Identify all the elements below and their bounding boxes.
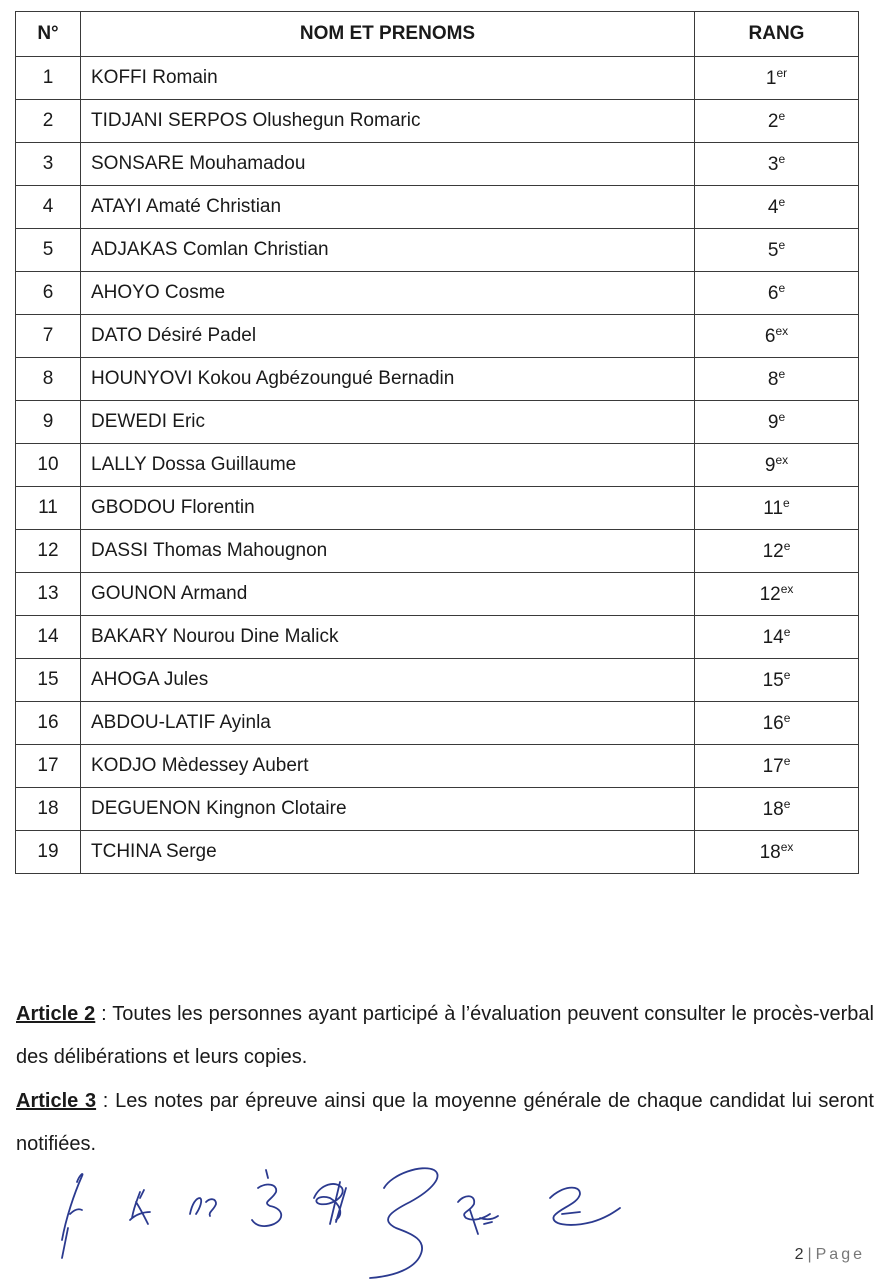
rank-suffix: ex — [780, 582, 794, 596]
row-name: ATAYI Amaté Christian — [81, 186, 695, 229]
row-number: 7 — [16, 315, 81, 358]
rank-value: 15 — [762, 670, 784, 691]
table-row — [16, 401, 859, 444]
rank-suffix: e — [783, 668, 791, 682]
row-number: 10 — [16, 444, 81, 487]
rank-suffix: e — [778, 152, 786, 166]
signatures-area — [40, 1158, 680, 1280]
row-rank — [695, 315, 859, 358]
rank-suffix: e — [783, 625, 791, 639]
rank-value: 6 — [764, 326, 776, 347]
row-rank — [695, 702, 859, 745]
rank-suffix: e — [783, 711, 791, 725]
row-number: 6 — [16, 272, 81, 315]
row-number: 3 — [16, 143, 81, 186]
table-row — [16, 57, 859, 100]
page-number: 2 — [794, 1246, 804, 1263]
rank-value: 6 — [767, 283, 779, 304]
rank-value: 16 — [762, 713, 784, 734]
signature-4 — [252, 1170, 281, 1226]
table-row — [16, 745, 859, 788]
row-rank — [695, 401, 859, 444]
table-body — [16, 57, 859, 874]
row-number: 11 — [16, 487, 81, 530]
table-row — [16, 702, 859, 745]
article-2-text: : Toutes les personnes ayant participé à l’évaluation peuvent consulter le procès-verbal des délibérations et leurs copies. — [16, 1003, 874, 1068]
row-name: ABDOU-LATIF Ayinla — [81, 702, 695, 745]
table-row — [16, 487, 859, 530]
row-number: 5 — [16, 229, 81, 272]
row-rank — [695, 530, 859, 573]
table-row — [16, 444, 859, 487]
rank-suffix: e — [783, 539, 791, 553]
signature-3 — [190, 1198, 216, 1216]
row-number: 8 — [16, 358, 81, 401]
rank-suffix: e — [778, 367, 786, 381]
row-name: ADJAKAS Comlan Christian — [81, 229, 695, 272]
rank-value: 8 — [767, 369, 779, 390]
header-name: NOM ET PRENOMS — [81, 12, 695, 57]
row-rank — [695, 100, 859, 143]
row-name: DEGUENON Kingnon Clotaire — [81, 788, 695, 831]
rank-suffix: e — [778, 410, 786, 424]
table-row — [16, 788, 859, 831]
rank-suffix: e — [778, 109, 786, 123]
row-number: 16 — [16, 702, 81, 745]
signature-2 — [130, 1190, 150, 1224]
rank-suffix: e — [783, 797, 791, 811]
row-name: GBODOU Florentin — [81, 487, 695, 530]
row-name: BAKARY Nourou Dine Malick — [81, 616, 695, 659]
rank-value: 18 — [762, 799, 784, 820]
row-name: GOUNON Armand — [81, 573, 695, 616]
row-name: DEWEDI Eric — [81, 401, 695, 444]
rank-value: 4 — [767, 197, 779, 218]
article-3 — [16, 1080, 874, 1166]
row-rank — [695, 659, 859, 702]
table-row — [16, 831, 859, 874]
table-row — [16, 272, 859, 315]
row-rank — [695, 143, 859, 186]
rank-value: 3 — [767, 154, 779, 175]
rank-suffix: ex — [780, 840, 794, 854]
header-rank: RANG — [695, 12, 859, 57]
rank-suffix: ex — [775, 453, 789, 467]
rank-value: 14 — [762, 627, 784, 648]
rank-suffix: e — [778, 281, 786, 295]
rank-value: 11 — [763, 498, 784, 519]
row-rank — [695, 358, 859, 401]
row-number: 17 — [16, 745, 81, 788]
row-name: AHOGA Jules — [81, 659, 695, 702]
row-rank — [695, 229, 859, 272]
rank-value: 5 — [767, 240, 779, 261]
row-number: 12 — [16, 530, 81, 573]
header-number: N° — [16, 12, 81, 57]
row-number: 18 — [16, 788, 81, 831]
row-name: DATO Désiré Padel — [81, 315, 695, 358]
row-rank — [695, 573, 859, 616]
rank-value: 17 — [762, 756, 784, 777]
article-3-text: : Les notes par épreuve ainsi que la moyenne générale de chaque candidat lui seront notifiées. — [16, 1090, 874, 1155]
row-rank — [695, 444, 859, 487]
signature-6 — [370, 1168, 438, 1278]
row-number: 15 — [16, 659, 81, 702]
rank-suffix: er — [776, 66, 788, 80]
row-rank — [695, 788, 859, 831]
row-number: 19 — [16, 831, 81, 874]
row-name: DASSI Thomas Mahougnon — [81, 530, 695, 573]
signature-1 — [62, 1174, 83, 1258]
row-rank — [695, 616, 859, 659]
table-row — [16, 315, 859, 358]
table-row — [16, 143, 859, 186]
table-row — [16, 100, 859, 143]
table-row — [16, 616, 859, 659]
rank-value: 12 — [762, 541, 784, 562]
page-footer — [795, 1246, 865, 1264]
signature-8 — [550, 1188, 620, 1225]
row-number: 4 — [16, 186, 81, 229]
rank-value: 2 — [767, 111, 779, 132]
signature-5 — [314, 1182, 346, 1224]
rank-value: 18 — [759, 842, 781, 863]
rank-suffix: e — [783, 496, 790, 510]
row-number: 14 — [16, 616, 81, 659]
rank-suffix: e — [783, 754, 791, 768]
rank-value: 9 — [764, 455, 776, 476]
row-number: 13 — [16, 573, 81, 616]
table-row — [16, 573, 859, 616]
row-name: TIDJANI SERPOS Olushegun Romaric — [81, 100, 695, 143]
row-number: 1 — [16, 57, 81, 100]
row-rank — [695, 186, 859, 229]
table-row — [16, 659, 859, 702]
table-row — [16, 229, 859, 272]
row-number: 2 — [16, 100, 81, 143]
rank-value: 1 — [765, 68, 777, 89]
row-name: HOUNYOVI Kokou Agbézoungué Bernadin — [81, 358, 695, 401]
row-name: TCHINA Serge — [81, 831, 695, 874]
row-number: 9 — [16, 401, 81, 444]
article-3-title: Article 3 — [16, 1090, 97, 1112]
table-row — [16, 358, 859, 401]
row-name: LALLY Dossa Guillaume — [81, 444, 695, 487]
article-2 — [16, 993, 874, 1079]
table-row — [16, 186, 859, 229]
page-separator: | — [807, 1246, 812, 1263]
table-header-row — [16, 12, 859, 57]
article-2-title: Article 2 — [16, 1003, 96, 1025]
ranking-table — [15, 11, 859, 874]
rank-suffix: e — [778, 238, 786, 252]
row-rank — [695, 831, 859, 874]
rank-value: 12 — [759, 584, 781, 605]
row-rank — [695, 487, 859, 530]
page-label: Page — [815, 1246, 865, 1263]
rank-value: 9 — [767, 412, 779, 433]
signature-7 — [458, 1196, 498, 1234]
rank-suffix: ex — [775, 324, 789, 338]
row-name: KODJO Mèdessey Aubert — [81, 745, 695, 788]
row-rank — [695, 272, 859, 315]
row-name: AHOYO Cosme — [81, 272, 695, 315]
row-name: SONSARE Mouhamadou — [81, 143, 695, 186]
row-name: KOFFI Romain — [81, 57, 695, 100]
row-rank — [695, 745, 859, 788]
table-row — [16, 530, 859, 573]
rank-suffix: e — [778, 195, 786, 209]
row-rank — [695, 57, 859, 100]
